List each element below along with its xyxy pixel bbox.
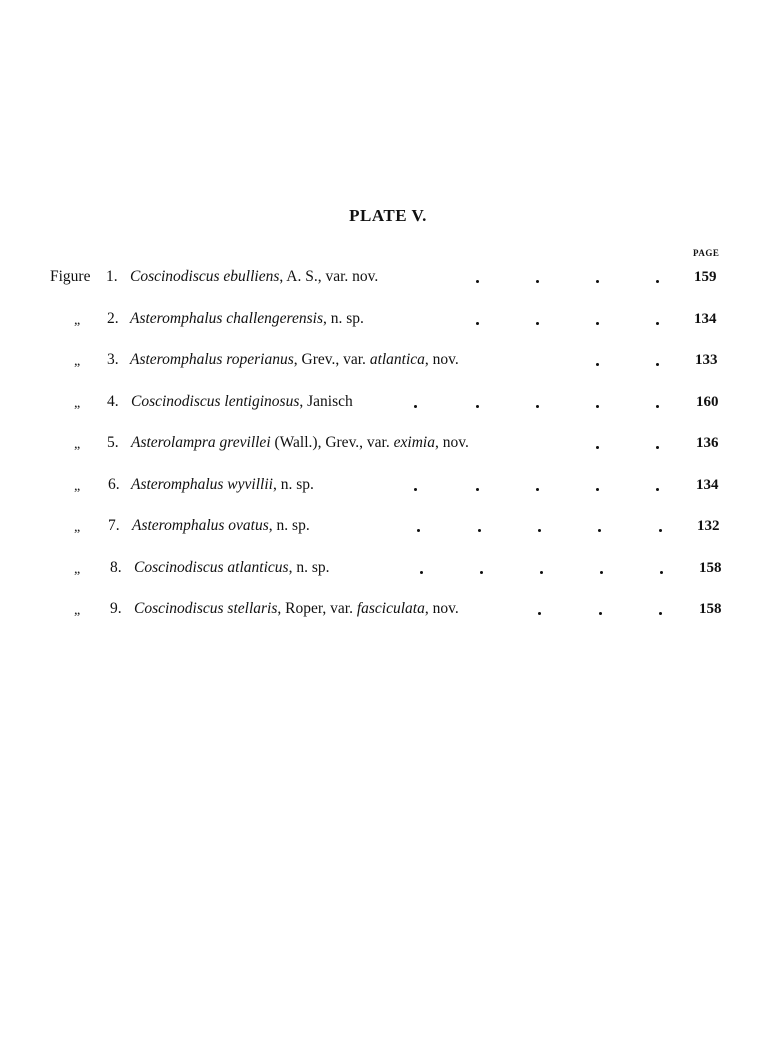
italic-name: Coscinodiscus ebulliens (130, 268, 280, 285)
leader-dot (660, 571, 663, 574)
description-text: , nov. (424, 351, 459, 368)
ditto-mark: „ (74, 437, 81, 452)
leader-dot (476, 488, 479, 491)
plate-entry-row (0, 432, 776, 474)
leader-dot (414, 405, 417, 408)
leader-dot (659, 612, 662, 615)
leader-dot (478, 529, 481, 532)
leader-dot (656, 280, 659, 283)
leader-dot (414, 488, 417, 491)
leader-dot (476, 405, 479, 408)
page-number: 132 (697, 518, 720, 534)
leader-dot (656, 488, 659, 491)
plate-entry-row (0, 391, 776, 433)
description-text: , A. S., var. nov. (279, 268, 379, 285)
page-number: 160 (696, 393, 719, 410)
description-text: , n. sp. (288, 558, 330, 576)
italic-name: Asteromphalus ovatus (132, 517, 269, 534)
ditto-mark: „ (74, 520, 81, 535)
leader-dots (0, 557, 776, 579)
italic-name: Coscinodiscus lentiginosus (131, 392, 300, 410)
page-number: 134 (694, 310, 717, 327)
italic-name: Coscinodiscus atlanticus (134, 558, 289, 576)
leader-dot (596, 446, 599, 449)
leader-dots (0, 515, 776, 537)
leader-dot (538, 529, 541, 532)
leader-dots (0, 308, 776, 330)
leader-dot (599, 612, 602, 615)
plate-entry-row (0, 557, 776, 599)
description-text: , nov. (424, 600, 459, 617)
italic-name: fasciculata (356, 600, 425, 617)
plate-entry-row (0, 349, 776, 391)
figure-number: 9. (110, 600, 122, 617)
leader-dot (598, 529, 601, 532)
ditto-mark: „ (74, 312, 81, 328)
leader-dot (480, 571, 483, 574)
italic-name: atlantica (369, 351, 425, 368)
leader-dot (476, 322, 479, 325)
figure-number: 4. (107, 392, 119, 410)
leader-dot (596, 322, 599, 325)
description-text: , n. sp. (323, 309, 364, 327)
leader-dot (600, 571, 603, 574)
leader-dot (476, 280, 479, 283)
description-text: , Janisch (299, 392, 353, 410)
description-text: (Wall.), Grev., var. (270, 434, 394, 451)
plate-entry-row (0, 515, 776, 557)
leader-dot (417, 529, 420, 532)
page-number: 134 (696, 476, 719, 493)
italic-name: Asteromphalus roperianus (130, 351, 294, 368)
leader-dot (596, 363, 599, 366)
page-number: 136 (696, 435, 719, 451)
figure-number: 5. (107, 434, 119, 451)
leader-dot (596, 405, 599, 408)
figure-number: 7. (108, 517, 120, 534)
description-text: , n. sp. (268, 517, 310, 534)
plate-entries-list (0, 266, 776, 640)
figure-number: 6. (108, 475, 120, 493)
italic-name: Asteromphalus wyvillii (131, 475, 273, 493)
leader-dots (0, 432, 776, 454)
page-number: 159 (694, 269, 717, 285)
description-text: , n. sp. (272, 475, 314, 493)
page-column-header: PAGE (693, 248, 720, 258)
figure-number: 3. (107, 351, 119, 368)
ditto-mark: „ (74, 561, 81, 577)
ditto-mark: „ (74, 478, 81, 494)
leader-dot (538, 612, 541, 615)
leader-dot (656, 405, 659, 408)
ditto-mark: „ (74, 354, 81, 369)
plate-title: PLATE V. (349, 206, 427, 225)
leader-dots (0, 349, 776, 371)
description-text: , Roper, var. (277, 600, 357, 617)
figure-label: Figure (50, 268, 91, 285)
ditto-mark: „ (74, 603, 81, 618)
leader-dot (420, 571, 423, 574)
plate-entry-row (0, 598, 776, 640)
plate-entry-row (0, 266, 776, 308)
leader-dots (0, 474, 776, 496)
leader-dot (536, 488, 539, 491)
leader-dot (596, 280, 599, 283)
italic-name: eximia (393, 434, 435, 451)
leader-dot (656, 363, 659, 366)
page-number: 158 (699, 601, 722, 617)
leader-dots (0, 266, 776, 288)
plate-entry-row (0, 308, 776, 350)
page-number: 133 (695, 352, 718, 368)
leader-dot (596, 488, 599, 491)
leader-dot (659, 529, 662, 532)
description-text: , Grev., var. (293, 351, 370, 368)
figure-number: 8. (110, 558, 122, 576)
leader-dot (540, 571, 543, 574)
description-text: , nov. (434, 434, 469, 451)
figure-number: 2. (107, 309, 119, 327)
italic-name: Coscinodiscus stellaris (134, 600, 278, 617)
leader-dot (536, 405, 539, 408)
plate-entry-row (0, 474, 776, 516)
leader-dot (656, 322, 659, 325)
italic-name: Asterolampra grevillei (131, 434, 271, 451)
ditto-mark: „ (74, 395, 81, 411)
page-number: 158 (699, 559, 722, 576)
leader-dots (0, 598, 776, 620)
leader-dot (536, 280, 539, 283)
italic-name: Asteromphalus challengerensis (130, 309, 324, 327)
leader-dot (656, 446, 659, 449)
leader-dot (536, 322, 539, 325)
figure-number: 1. (106, 268, 118, 285)
leader-dots (0, 391, 776, 413)
